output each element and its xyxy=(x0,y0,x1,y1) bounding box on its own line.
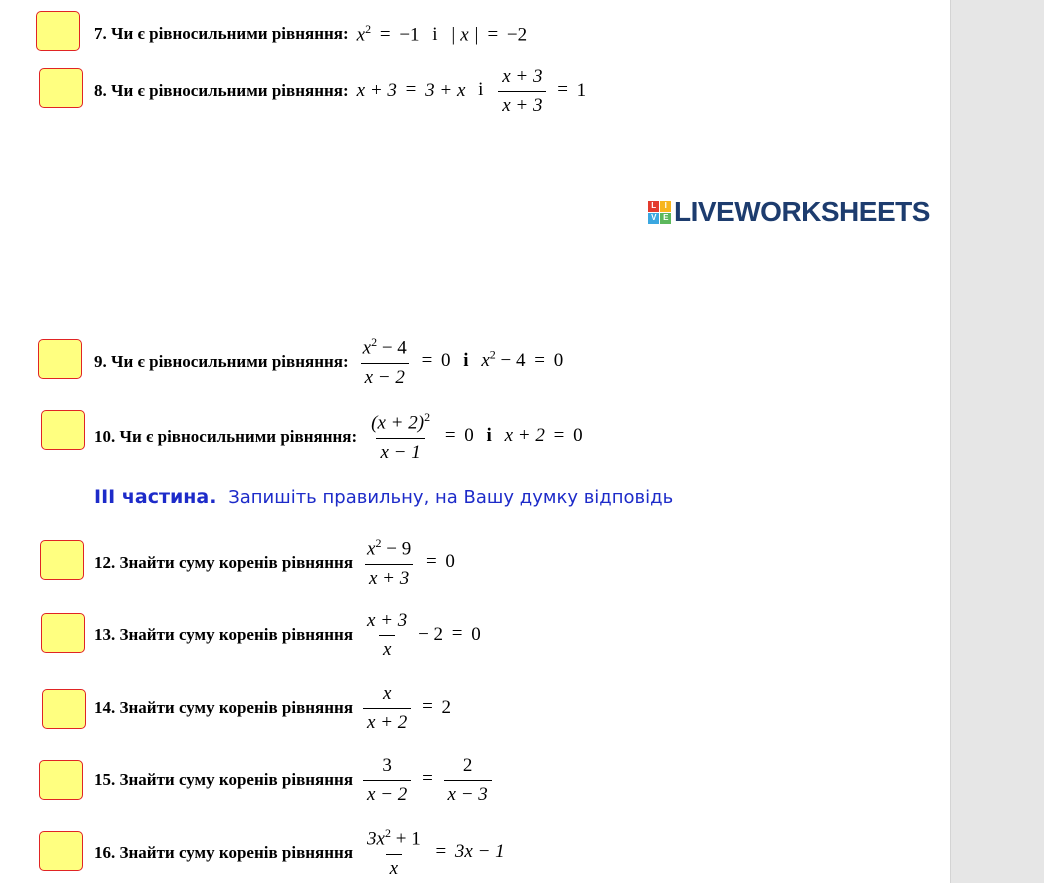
math-and: і xyxy=(478,79,484,101)
question-8 xyxy=(94,62,586,120)
equation-8 xyxy=(357,66,587,117)
math-eq: = xyxy=(487,24,499,46)
fraction-numerator xyxy=(363,826,425,853)
side-panel xyxy=(950,0,1044,883)
math-value: 0 xyxy=(553,350,564,372)
math-eq: = xyxy=(435,841,447,863)
math-value: −2 xyxy=(506,24,528,46)
fraction-denominator: x + 3 xyxy=(365,564,413,590)
answer-box-q16[interactable] xyxy=(39,831,83,871)
math-eq: = xyxy=(425,551,437,573)
fraction-denominator: x − 2 xyxy=(361,363,409,389)
fraction-numerator: 2 xyxy=(462,754,473,776)
fraction xyxy=(367,410,434,463)
math-x: x xyxy=(481,350,490,372)
answer-box-q15[interactable] xyxy=(39,760,83,800)
equation-15 xyxy=(361,755,494,806)
question-15-label: 15. Знайти суму коренів рівняння xyxy=(94,770,354,789)
math-expr: 3 + x xyxy=(425,79,466,101)
fraction xyxy=(363,610,411,661)
fraction-numerator: 3 xyxy=(382,754,392,776)
equation-10 xyxy=(365,410,582,463)
math-eq: = xyxy=(421,350,433,372)
part-3-title: III частина. xyxy=(94,486,217,508)
fraction xyxy=(444,755,492,806)
fraction-denominator: x + 2 xyxy=(363,708,411,734)
fraction-denominator: x + 3 xyxy=(498,91,546,117)
answer-box-q8[interactable] xyxy=(39,68,83,108)
logo-letter: I xyxy=(660,201,671,212)
question-8-label: 8. Чи є рівносильними рівняння: xyxy=(94,81,349,100)
math-value: 0 xyxy=(441,350,451,372)
math-eq: = xyxy=(534,350,545,372)
math-eq: = xyxy=(444,425,456,447)
fraction xyxy=(363,536,415,589)
math-eq: = xyxy=(422,696,433,718)
answer-box-q7[interactable] xyxy=(36,11,80,51)
fraction-numerator xyxy=(359,335,411,362)
math-exp: 2 xyxy=(424,410,431,425)
equation-12 xyxy=(361,536,455,589)
fraction xyxy=(498,66,546,117)
math-x: x xyxy=(367,538,376,560)
math-value: 0 xyxy=(573,425,583,447)
fraction xyxy=(363,755,411,806)
question-14 xyxy=(94,678,451,738)
answer-box-q9[interactable] xyxy=(38,339,82,379)
math-value: 0 xyxy=(464,425,474,447)
math-expr: (x + 2) xyxy=(371,412,425,434)
fraction-denominator: x xyxy=(386,854,402,880)
answer-box-q12[interactable] xyxy=(40,540,84,580)
logo-letter: V xyxy=(648,213,659,224)
equation-9 xyxy=(357,335,564,388)
fraction xyxy=(363,826,425,879)
answer-box-q13[interactable] xyxy=(41,613,85,653)
math-value: 0 xyxy=(445,551,455,573)
logo-letter: L xyxy=(648,201,659,212)
math-exp: 2 xyxy=(371,335,378,350)
question-12-label: 12. Знайти суму коренів рівняння xyxy=(94,553,354,572)
question-14-label: 14. Знайти суму коренів рівняння xyxy=(94,698,354,717)
brand-name: LIVEWORKSHEETS xyxy=(674,196,930,227)
liveworksheets-logo-icon xyxy=(648,201,671,224)
answer-box-q10[interactable] xyxy=(41,410,85,450)
math-x: x xyxy=(362,337,372,359)
math-value: 2 xyxy=(441,696,452,718)
math-exp: 2 xyxy=(384,826,391,841)
math-eq: = xyxy=(405,79,417,101)
math-value: 0 xyxy=(471,623,481,645)
question-9-label: 9. Чи є рівносильними рівняння: xyxy=(94,352,349,371)
question-9 xyxy=(94,332,563,392)
part-3-heading xyxy=(94,486,673,508)
question-10 xyxy=(94,406,583,468)
fraction-numerator: x xyxy=(382,682,392,704)
math-eq: = xyxy=(379,24,391,46)
question-12 xyxy=(94,533,455,593)
math-expr: 3x xyxy=(367,828,385,850)
math-expr: x + 2 xyxy=(504,425,545,447)
equation-13 xyxy=(361,610,481,661)
math-term: − 9 xyxy=(386,538,412,560)
math-abs: | x | xyxy=(450,24,479,46)
answer-box-q14[interactable] xyxy=(42,689,86,729)
fraction-numerator xyxy=(363,536,415,563)
liveworksheets-logo xyxy=(648,196,930,228)
math-eq: = xyxy=(451,623,463,645)
fraction-denominator: x − 1 xyxy=(376,438,424,464)
math-expr: 3x − 1 xyxy=(454,841,505,863)
fraction xyxy=(359,335,411,388)
math-term: − 4 xyxy=(381,337,407,359)
math-value: 1 xyxy=(576,79,587,101)
question-13-label: 13. Знайти суму коренів рівняння xyxy=(94,625,354,644)
fraction-numerator: x + 3 xyxy=(502,65,543,87)
math-and: і xyxy=(463,350,469,372)
question-16-label: 16. Знайти суму коренів рівняння xyxy=(94,843,354,862)
math-eq: = xyxy=(557,79,568,101)
equation-14 xyxy=(361,683,451,734)
fraction-denominator: x − 2 xyxy=(363,780,411,806)
math-term: − 4 xyxy=(500,350,526,372)
question-7-label: 7. Чи є рівносильними рівняння: xyxy=(94,24,349,43)
math-eq: = xyxy=(553,425,565,447)
equation-16 xyxy=(361,826,505,879)
question-15 xyxy=(94,750,494,810)
math-term: − 2 xyxy=(418,623,444,645)
math-term: + 1 xyxy=(395,828,421,850)
math-and: і xyxy=(486,425,492,447)
equation-7 xyxy=(357,22,527,46)
logo-letter: E xyxy=(660,213,671,224)
question-10-label: 10. Чи є рівносильними рівняння: xyxy=(94,427,358,446)
question-16 xyxy=(94,823,505,883)
fraction-numerator: x + 3 xyxy=(367,609,408,631)
math-exp: 2 xyxy=(375,536,382,551)
math-value: −1 xyxy=(399,24,420,46)
math-exp: 2 xyxy=(365,21,372,36)
math-x: x xyxy=(356,24,366,46)
part-3-instruction: Запишіть правильну, на Вашу думку відповідь xyxy=(228,487,674,508)
question-13 xyxy=(94,605,481,665)
fraction-denominator: x − 3 xyxy=(444,780,492,806)
math-expr: x + 3 xyxy=(356,79,397,101)
fraction-numerator xyxy=(367,410,434,437)
math-eq: = xyxy=(422,768,433,790)
fraction xyxy=(363,683,411,734)
math-exp: 2 xyxy=(489,348,496,363)
question-7 xyxy=(94,14,527,54)
math-and: і xyxy=(432,24,438,46)
fraction-denominator: x xyxy=(379,635,395,661)
